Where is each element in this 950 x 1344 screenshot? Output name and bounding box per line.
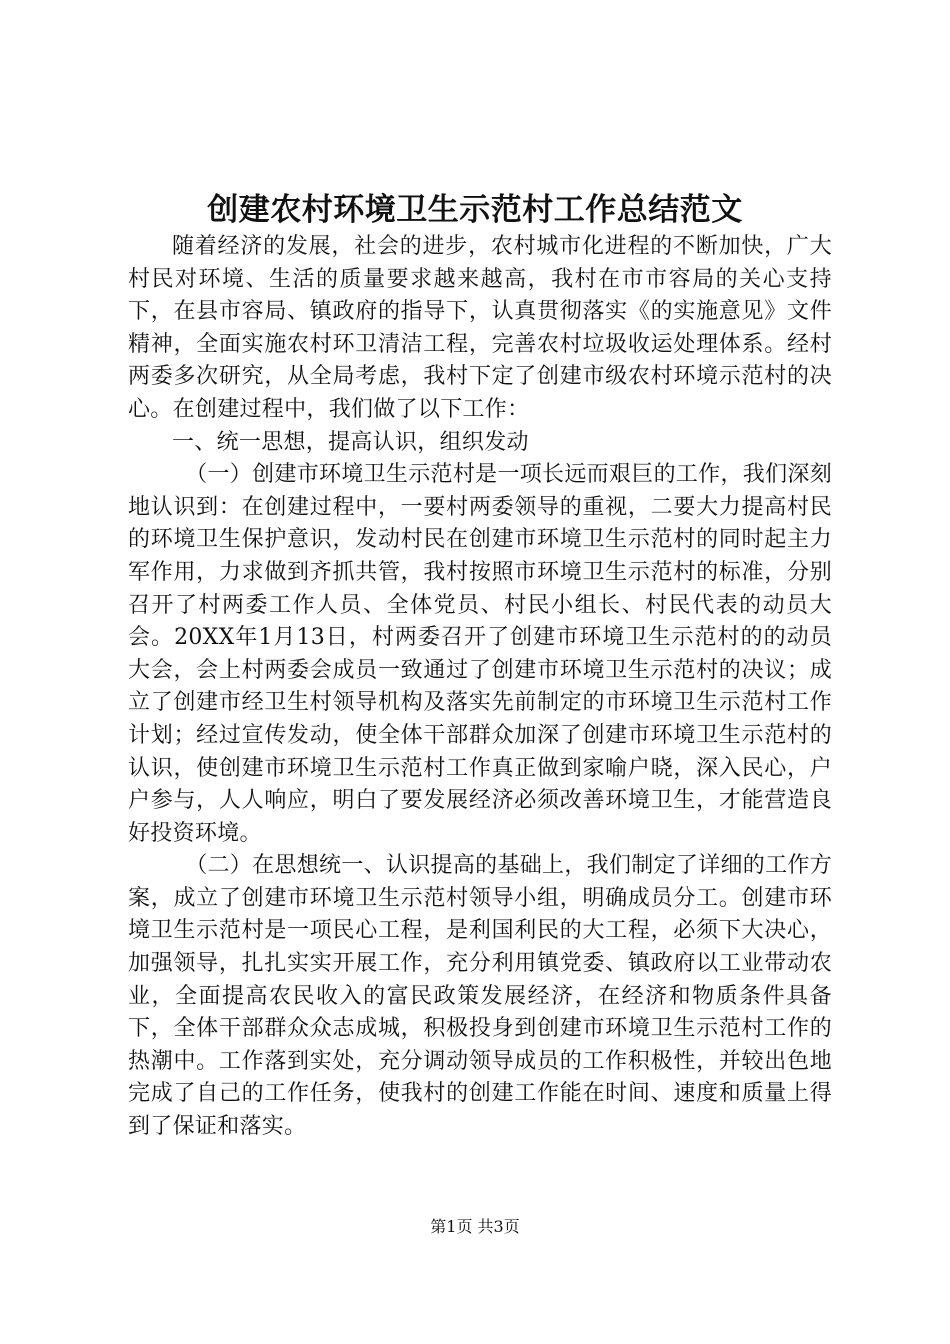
subsection-paragraph-1: （一）创建市环境卫生示范村是一项长远而艰巨的工作，我们深刻地认识到：在创建过程中，一要村两委领导的重视，二要大力提高村民的环境卫生保护意识，发动村民在创建市环境卫生示范村的同时起主力军作用，力求做到齐抓共管，我村按照市环境卫生示范村的标准，分别召开了村两委工作人员、全体党员、村民小组长、村民代表的动员大会。20XX年1月13日，村两委召开了创建市环境卫生示范村的的动员大会，会上村两委会成员一致通过了创建市环境卫生示范村的决议；成立了创建市经卫生村领导机构及落实先前制定的市环境卫生示范村工作计划；经过宣传发动，使全体干部群众加深了创建市环境卫生示范村的认识，使创建市环境卫生示范村工作真正做到家喻户晓，深入民心，户户参与，人人响应，明白了要发展经济必须改善环境卫生，才能营造良好投资环境。 [128, 462, 832, 846]
document-body [128, 231, 832, 1144]
page-number-footer: 第1页 共3页 [430, 1217, 520, 1236]
document-title: 创建农村环境卫生示范村工作总结范文 [207, 192, 743, 228]
subsection-paragraph-2: （二）在思想统一、认识提高的基础上，我们制定了详细的工作方案，成立了创建市环境卫生示范村领导小组，明确成员分工。创建市环境卫生示范村是一项民心工程，是利国利民的大工程，必须下大决心，加强领导，扎扎实实开展工作，充分利用镇党委、镇政府以工业带动农业，全面提高农民收入的富民政策发展经济，在经济和物质条件具备下，全体干部群众众志成城，积极投身到创建市环境卫生示范村工作的热潮中。工作落到实处，充分调动领导成员的工作积极性，并较出色地完成了自己的工作任务，使我村的创建工作能在时间、速度和质量上得到了保证和落实。 [128, 853, 832, 1140]
section-heading: 一、统一思想，提高认识，组织发动 [172, 429, 529, 455]
intro-paragraph: 随着经济的发展，社会的进步，农村城市化进程的不断加快，广大村民对环境、生活的质量要求越来越高，我村在市市容局的关心支持下，在县市容局、镇政府的指导下，认真贯彻落实《的实施意见》文件精神，全面实施农村环卫清洁工程，完善农村垃圾收运处理体系。经村两委多次研究，从全局考虑，我村下定了创建市级农村环境示范村的决心。在创建过程中，我们做了以下工作： [128, 234, 832, 422]
